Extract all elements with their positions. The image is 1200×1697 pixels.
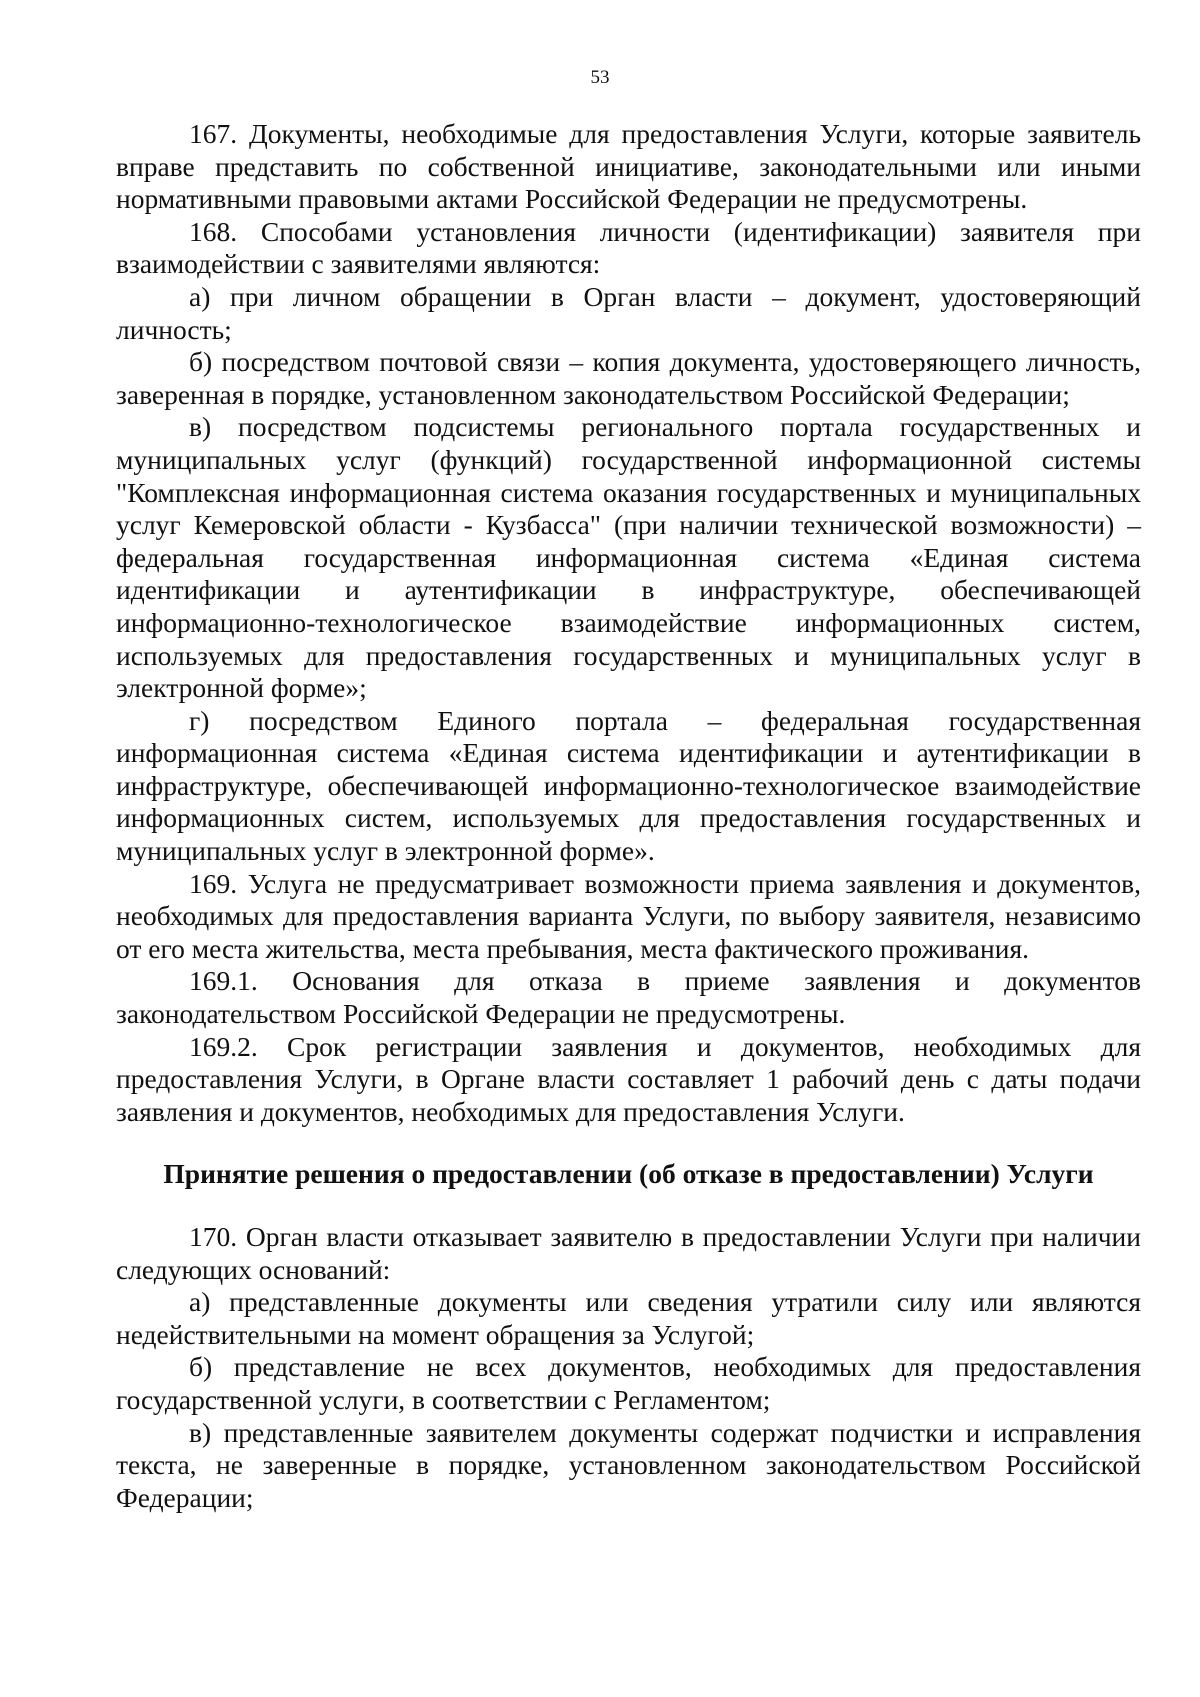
document-body bbox=[116, 118, 1141, 1514]
paragraph-167: 167. Документы, необходимые для предоставления Услуги, которые заявитель вправе представить по собственной инициативе, законодательными или иными нормативными правовыми актами Российской Федерации не предусмотрены. bbox=[116, 118, 1141, 215]
paragraph-170-a: а) представленные документы или сведения утратили силу или являются недействительными на момент обращения за Услугой; bbox=[116, 1286, 1141, 1350]
page-number: 53 bbox=[590, 67, 610, 88]
paragraph-169: 169. Услуга не предусматривает возможности приема заявления и документов, необходимых для предоставления варианта Услуги, по выбору заявителя, независимо от его места жительства, места пребывания, места фактического проживания. bbox=[116, 867, 1141, 964]
paragraph-168-g: г) посредством Единого портала – федеральная государственная информационная система «Единая система идентификации и аутентификации в инфраструктуре, обеспечивающей информационно-технологическое взаимодействие информационных систем, используемых для предоставления государственных и муниципальных услуг в электронной форме». bbox=[116, 704, 1141, 867]
paragraph-168-v: в) посредством подсистемы регионального портала государственных и муниципальных услуг (функций) государственной информационной системы "Комплексная информационная система оказания государственных и муниципальных услуг Кемеровской области - Кузбасса" (при наличии технической возможности) – федеральная государственная информационная система «Единая система идентификации и аутентификации в инфраструктуре, обеспечивающей информационно-технологическое взаимодействие информационных систем, используемых для предоставления государственных и муниципальных услуг в электронной форме»; bbox=[116, 411, 1141, 704]
section-heading: Принятие решения о предоставлении (об отказе в предоставлении) Услуги bbox=[163, 1158, 1094, 1190]
paragraph-168: 168. Способами установления личности (идентификации) заявителя при взаимодействии с заявителями являются: bbox=[116, 215, 1141, 280]
paragraph-168-b: б) посредством почтовой связи – копия документа, удостоверяющего личность, заверенная в порядке, установленном законодательством Российской Федерации; bbox=[116, 346, 1141, 410]
paragraph-170: 170. Орган власти отказывает заявителю в предоставлении Услуги при наличии следующих оснований: bbox=[116, 1221, 1141, 1285]
paragraph-170-b: б) представление не всех документов, необходимых для предоставления государственной услуги, в соответствии с Регламентом; bbox=[116, 1351, 1141, 1415]
paragraph-169-2: 169.2. Срок регистрации заявления и документов, необходимых для предоставления Услуги, в Органе власти составляет 1 рабочий день с даты подачи заявления и документов, необходимых для предоставления Услуги. bbox=[116, 1030, 1141, 1127]
paragraph-170-v: в) представленные заявителем документы содержат подчистки и исправления текста, не заверенные в порядке, установленном законодательством Российской Федерации; bbox=[116, 1416, 1141, 1513]
paragraph-169-1: 169.1. Основания для отказа в приеме заявления и документов законодательством Российской Федерации не предусмотрены. bbox=[116, 965, 1141, 1030]
paragraph-168-a: а) при личном обращении в Орган власти – документ, удостоверяющий личность; bbox=[116, 280, 1141, 345]
